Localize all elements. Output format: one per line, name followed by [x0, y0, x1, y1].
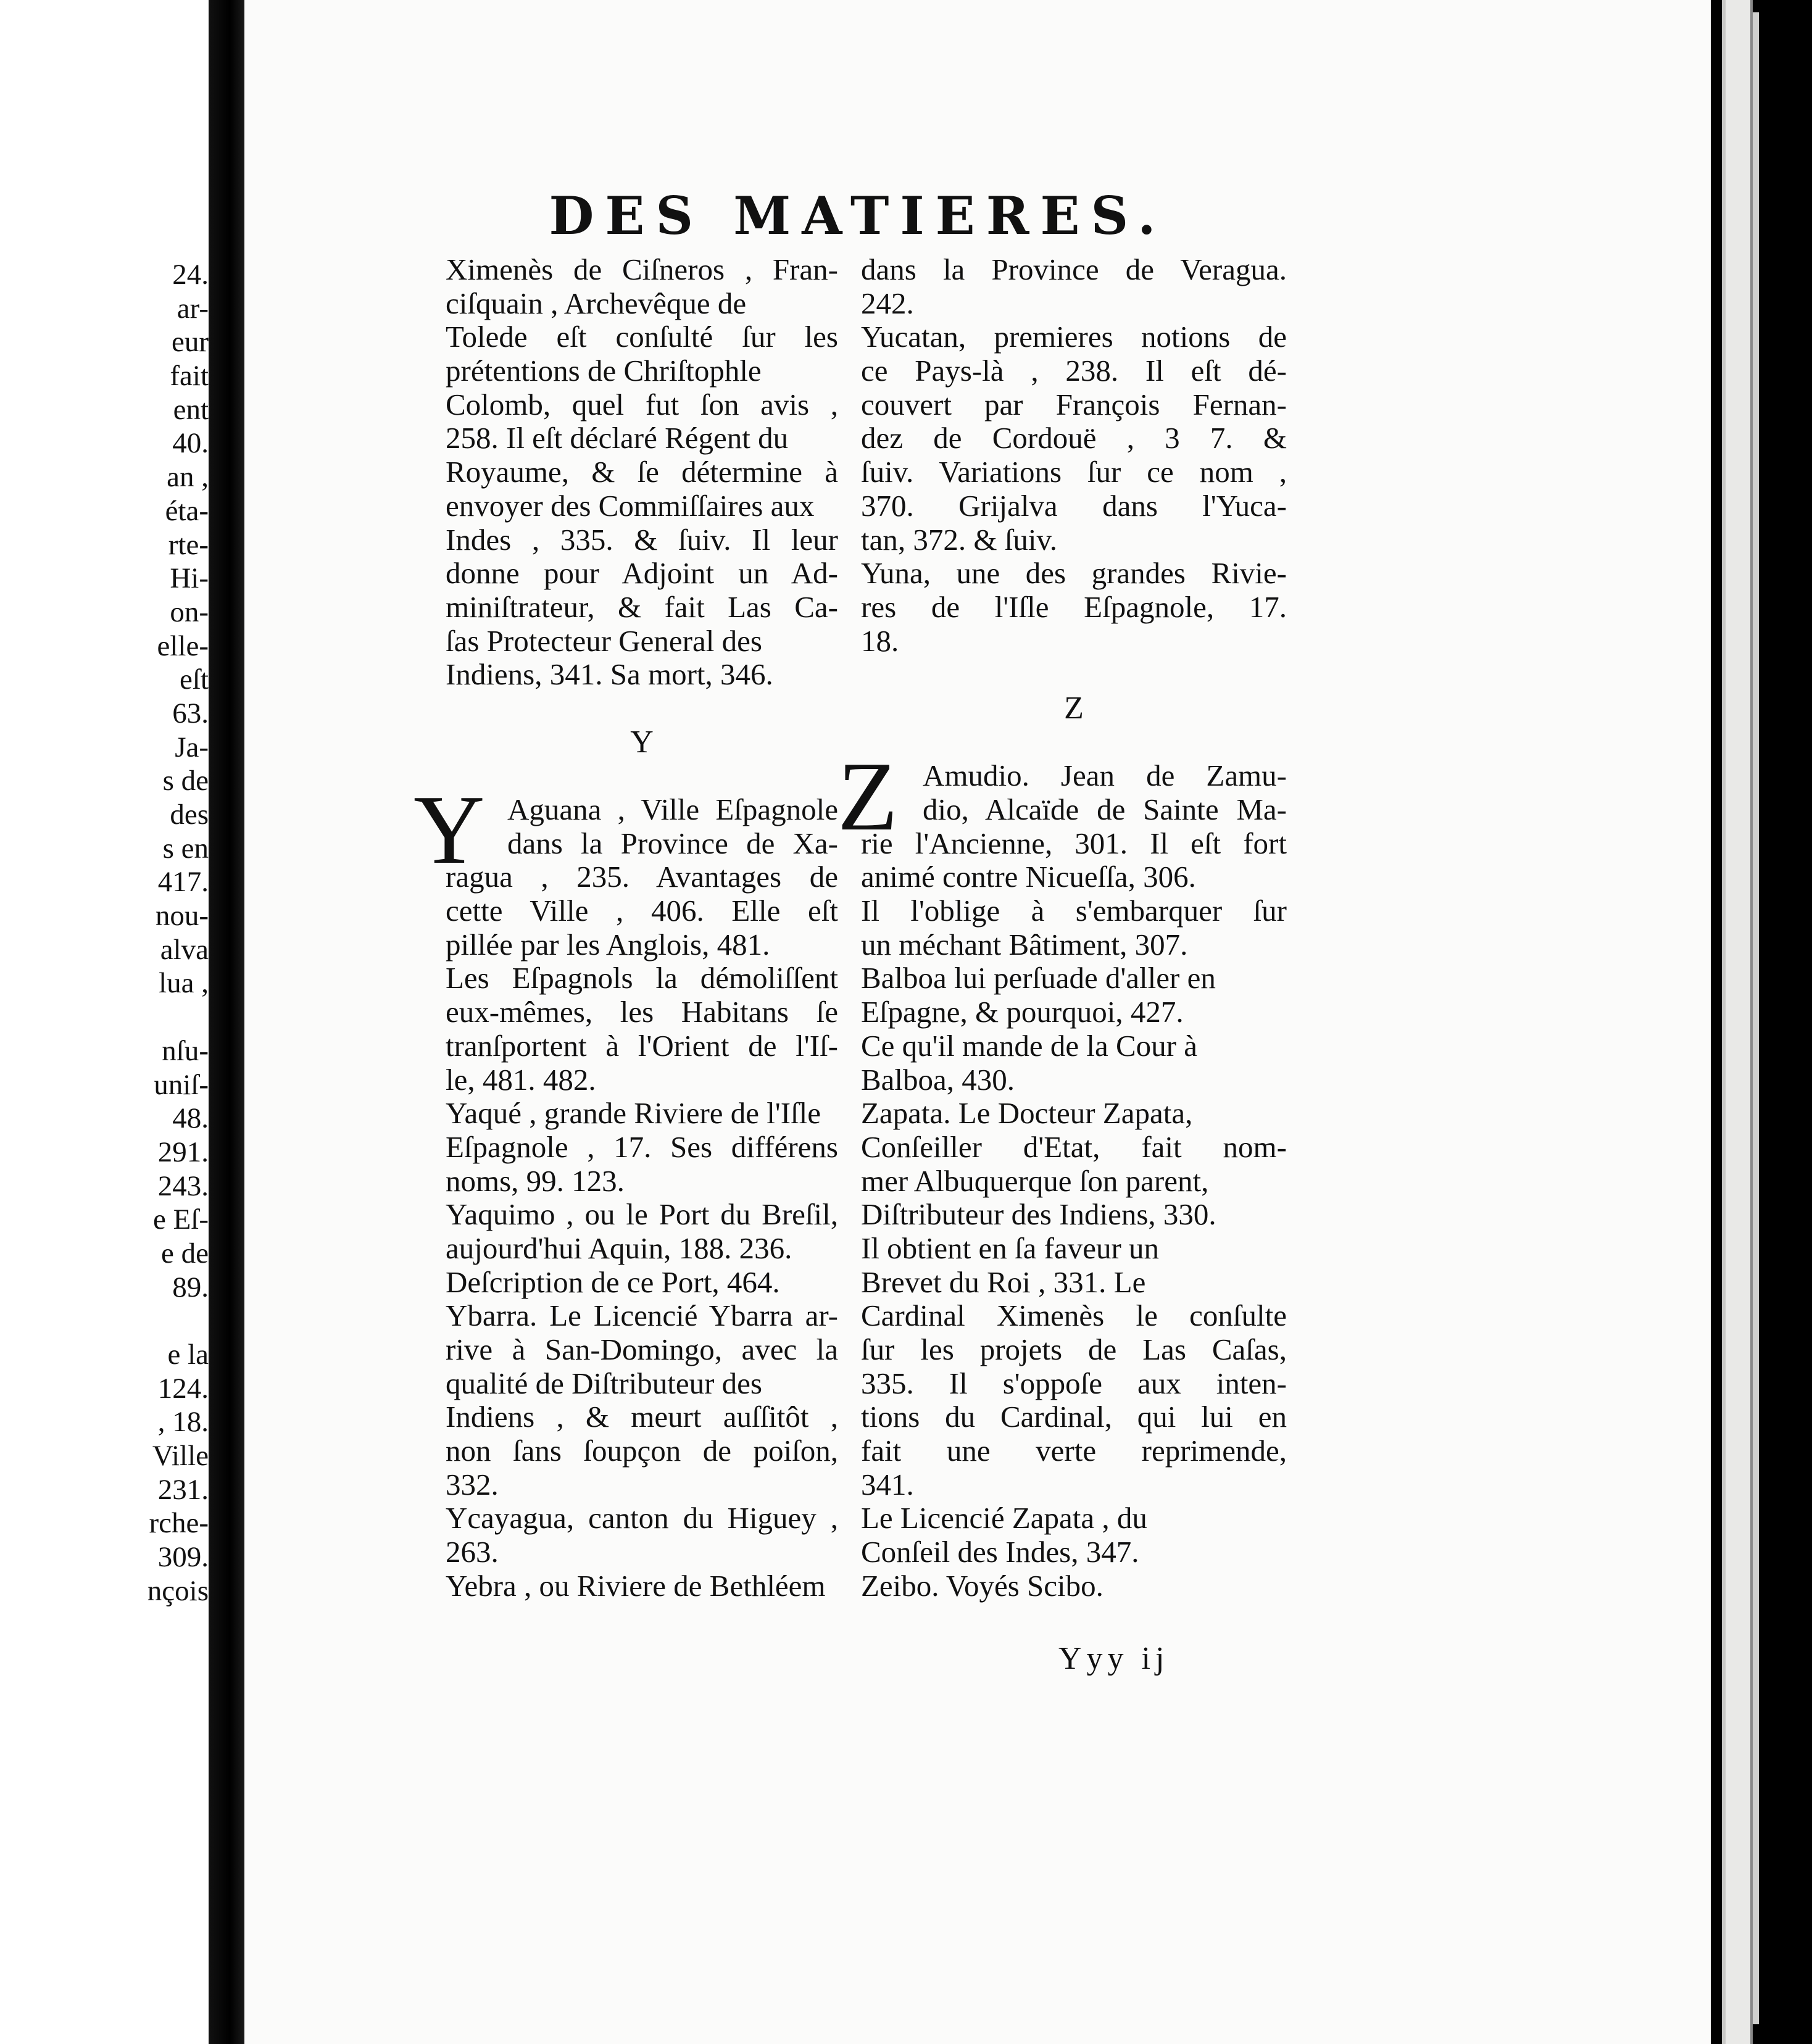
index-line: Brevet du Roi , 331. Le: [861, 1265, 1146, 1299]
dropcap-letter: Y: [414, 775, 485, 885]
margin-fragment: [135, 1304, 209, 1338]
index-line: 242.: [861, 286, 914, 320]
index-line: envoyer des Commiſſaires aux: [446, 488, 815, 523]
previous-page: [0, 0, 209, 2044]
margin-fragment: fait: [170, 360, 209, 393]
index-line: Conſeiller d'Etat, fait nom-: [861, 1129, 1287, 1164]
index-line: [446, 759, 838, 793]
margin-fragment: an ,: [167, 461, 209, 494]
index-line: rive à San-Domingo, avec la: [446, 1332, 838, 1366]
index-line: Yuna, une des grandes Rivie-: [861, 556, 1287, 591]
index-line: [861, 658, 1287, 692]
index-line: Ximenès de Ciſneros , Fran-: [446, 252, 838, 286]
index-line: Indiens, 341. Sa mort, 346.: [446, 657, 773, 692]
margin-fragment: s en: [162, 832, 209, 865]
margin-fragment: 89.: [172, 1271, 209, 1303]
margin-fragment: éta-: [165, 494, 209, 527]
margin-fragment: on-: [170, 596, 209, 628]
index-line: tranſportent à l'Orient de l'Iſ-: [446, 1028, 838, 1063]
margin-fragment: ar-: [177, 292, 209, 325]
next-page-edge: [1753, 12, 1759, 2024]
margin-fragment: rte-: [168, 528, 209, 561]
index-line: Royaume, & ſe détermine à: [446, 455, 838, 489]
margin-fragment: Hi-: [170, 562, 209, 595]
index-line: res de l'Iſle Eſpagnole, 17.: [861, 589, 1287, 624]
index-column-right: [837, 252, 1287, 1603]
index-line: 258. Il eſt déclaré Régent du: [446, 421, 789, 455]
index-line: Yebra , ou Riviere de Bethléem: [446, 1568, 826, 1603]
index-line: ſur les projets de Las Caſas,: [861, 1332, 1287, 1366]
index-line: Aguana , Ville Eſpagnole: [507, 792, 838, 826]
index-line: Eſpagnole , 17. Ses différens: [446, 1129, 838, 1164]
margin-fragment: eur: [171, 326, 209, 359]
margin-fragment: nou-: [155, 900, 209, 933]
margin-fragment: 24.: [172, 259, 209, 291]
index-line: Balboa, 430.: [861, 1062, 1015, 1097]
index-line: ſas Protecteur General des: [446, 623, 762, 658]
index-line: non ſans ſoupçon de poiſon,: [446, 1434, 838, 1468]
index-line: mer Albuquerque ſon parent,: [861, 1163, 1209, 1198]
index-line: prétentions de Chriſtophle: [446, 354, 762, 388]
index-line: Indiens , & meurt auſſitôt ,: [446, 1400, 838, 1434]
index-line: 341.: [861, 1467, 914, 1502]
margin-fragment: 63.: [172, 697, 209, 729]
margin-fragment: 40.: [172, 427, 209, 460]
margin-fragment: lua ,: [159, 967, 209, 1000]
index-line: Yucatan, premieres notions de: [861, 320, 1287, 354]
section-letter: Z: [1064, 690, 1084, 726]
index-line: Ycayagua, canton du Higuey ,: [446, 1501, 838, 1535]
index-line: Ybarra. Le Licencié Ybarra ar-: [446, 1298, 838, 1333]
index-line: dans la Province de Xa-: [507, 826, 838, 860]
index-line: Balboa lui perſuade d'aller en: [861, 961, 1216, 995]
index-line: animé contre Nicueſſa, 306.: [861, 860, 1196, 894]
next-page-edge: [1722, 0, 1753, 2044]
margin-fragment: s de: [162, 765, 209, 797]
margin-fragment: 417.: [157, 866, 209, 899]
index-line: eux-mêmes, les Habitans ſe: [446, 995, 838, 1029]
margin-fragment: Ja-: [175, 731, 209, 763]
index-line: ce Pays-là , 238. Il eſt dé-: [861, 354, 1287, 388]
index-line: Amudio. Jean de Zamu-: [923, 758, 1287, 793]
index-line: dio, Alcaïde de Sainte Ma-: [923, 792, 1287, 826]
index-line: 332.: [446, 1467, 499, 1502]
index-line: cette Ville , 406. Elle eſt: [446, 894, 838, 928]
index-column-left: [414, 252, 838, 1603]
index-line: qualité de Diſtributeur des: [446, 1366, 762, 1400]
margin-fragment: 243.: [157, 1169, 209, 1202]
running-head: DES MATIERES.: [549, 185, 1167, 246]
index-line: dans la Province de Veragua.: [861, 252, 1287, 286]
index-line: un méchant Bâtiment, 307.: [861, 927, 1188, 962]
index-line: 263.: [446, 1535, 499, 1569]
index-line: Yaquimo , ou le Port du Breſil,: [446, 1197, 838, 1232]
margin-fragment: rche-: [149, 1507, 209, 1540]
index-line: aujourd'hui Aquin, 188. 236.: [446, 1231, 792, 1265]
index-line: dez de Cordouë , 3 7. &: [861, 421, 1287, 455]
index-line: Les Eſpagnols la démoliſſent: [446, 961, 838, 995]
index-line: [861, 726, 1287, 760]
margin-fragment: e de: [161, 1237, 209, 1269]
margin-fragment: 48.: [172, 1102, 209, 1135]
index-line: Tolede eſt conſulté ſur les: [446, 320, 838, 354]
index-line: Conſeil des Indes, 347.: [861, 1535, 1139, 1569]
index-line: 18.: [861, 623, 899, 658]
index-line: Eſpagne, & pourquoi, 427.: [861, 995, 1184, 1029]
index-line: le, 481. 482.: [446, 1062, 596, 1097]
index-line: Il obtient en ſa faveur un: [861, 1231, 1160, 1265]
index-line: Zeibo. Voyés Scibo.: [861, 1568, 1103, 1603]
margin-fragment: e Eſ-: [152, 1203, 209, 1236]
margin-fragment: 124.: [157, 1372, 209, 1405]
book-gutter: [209, 0, 244, 2044]
margin-fragment: ent: [173, 393, 209, 426]
signature-mark: Yyy ij: [1058, 1641, 1170, 1676]
index-line: Indes , 335. & ſuiv. Il leur: [446, 522, 838, 557]
margin-fragment: nçois: [147, 1574, 209, 1607]
margin-fragment: elle-: [157, 629, 209, 662]
index-line: ciſquain , Archevêque de: [446, 286, 747, 320]
index-line: Le Licencié Zapata , du: [861, 1501, 1147, 1535]
index-line: couvert par François Fernan-: [861, 387, 1287, 422]
index-line: ſuiv. Variations ſur ce nom ,: [861, 455, 1287, 489]
index-line: Colomb, quel fut ſon avis ,: [446, 387, 838, 422]
section-letter: Y: [630, 724, 654, 760]
margin-fragment: eſt: [180, 663, 209, 696]
index-line: 335. Il s'oppoſe aux inten-: [861, 1366, 1287, 1400]
index-line: tions du Cardinal, qui lui en: [861, 1400, 1287, 1434]
index-line: rie l'Ancienne, 301. Il eſt fort: [861, 826, 1287, 860]
index-line: fait une verte reprimende,: [861, 1434, 1287, 1468]
index-line: Cardinal Ximenès le conſulte: [861, 1298, 1287, 1333]
margin-fragment: 291.: [157, 1136, 209, 1168]
margin-fragment: Ville: [152, 1440, 209, 1473]
index-line: Yaqué , grande Riviere de l'Iſle: [446, 1096, 821, 1131]
index-line: noms, 99. 123.: [446, 1163, 625, 1198]
index-line: tan, 372. & ſuiv.: [861, 522, 1058, 557]
index-line: Diſtributeur des Indiens, 330.: [861, 1197, 1216, 1232]
previous-page-margin-text: [135, 258, 209, 1608]
index-line: pillée par les Anglois, 481.: [446, 927, 770, 962]
margin-fragment: alva: [160, 933, 209, 966]
index-line: [446, 692, 838, 726]
margin-fragment: e la: [167, 1339, 209, 1371]
index-line: Il l'oblige à s'embarquer ſur: [861, 894, 1287, 928]
margin-fragment: uniſ-: [154, 1068, 209, 1101]
margin-fragment: 231.: [157, 1473, 209, 1506]
margin-fragment: , 18.: [157, 1406, 209, 1439]
index-line: Ce qu'il mande de la Cour à: [861, 1028, 1197, 1063]
index-line: Deſcription de ce Port, 464.: [446, 1265, 780, 1299]
index-line: 370. Grijalva dans l'Yuca-: [861, 488, 1287, 523]
index-line: miniſtrateur, & fait Las Ca-: [446, 589, 838, 624]
dropcap-letter: Z: [837, 741, 898, 851]
margin-fragment: 309.: [157, 1541, 209, 1574]
index-line: ragua , 235. Avantages de: [446, 860, 838, 894]
margin-fragment: [135, 1000, 209, 1034]
margin-fragment: nſu-: [162, 1034, 209, 1067]
index-line: donne pour Adjoint un Ad-: [446, 556, 838, 591]
index-line: Zapata. Le Docteur Zapata,: [861, 1096, 1193, 1131]
margin-fragment: des: [170, 799, 209, 831]
